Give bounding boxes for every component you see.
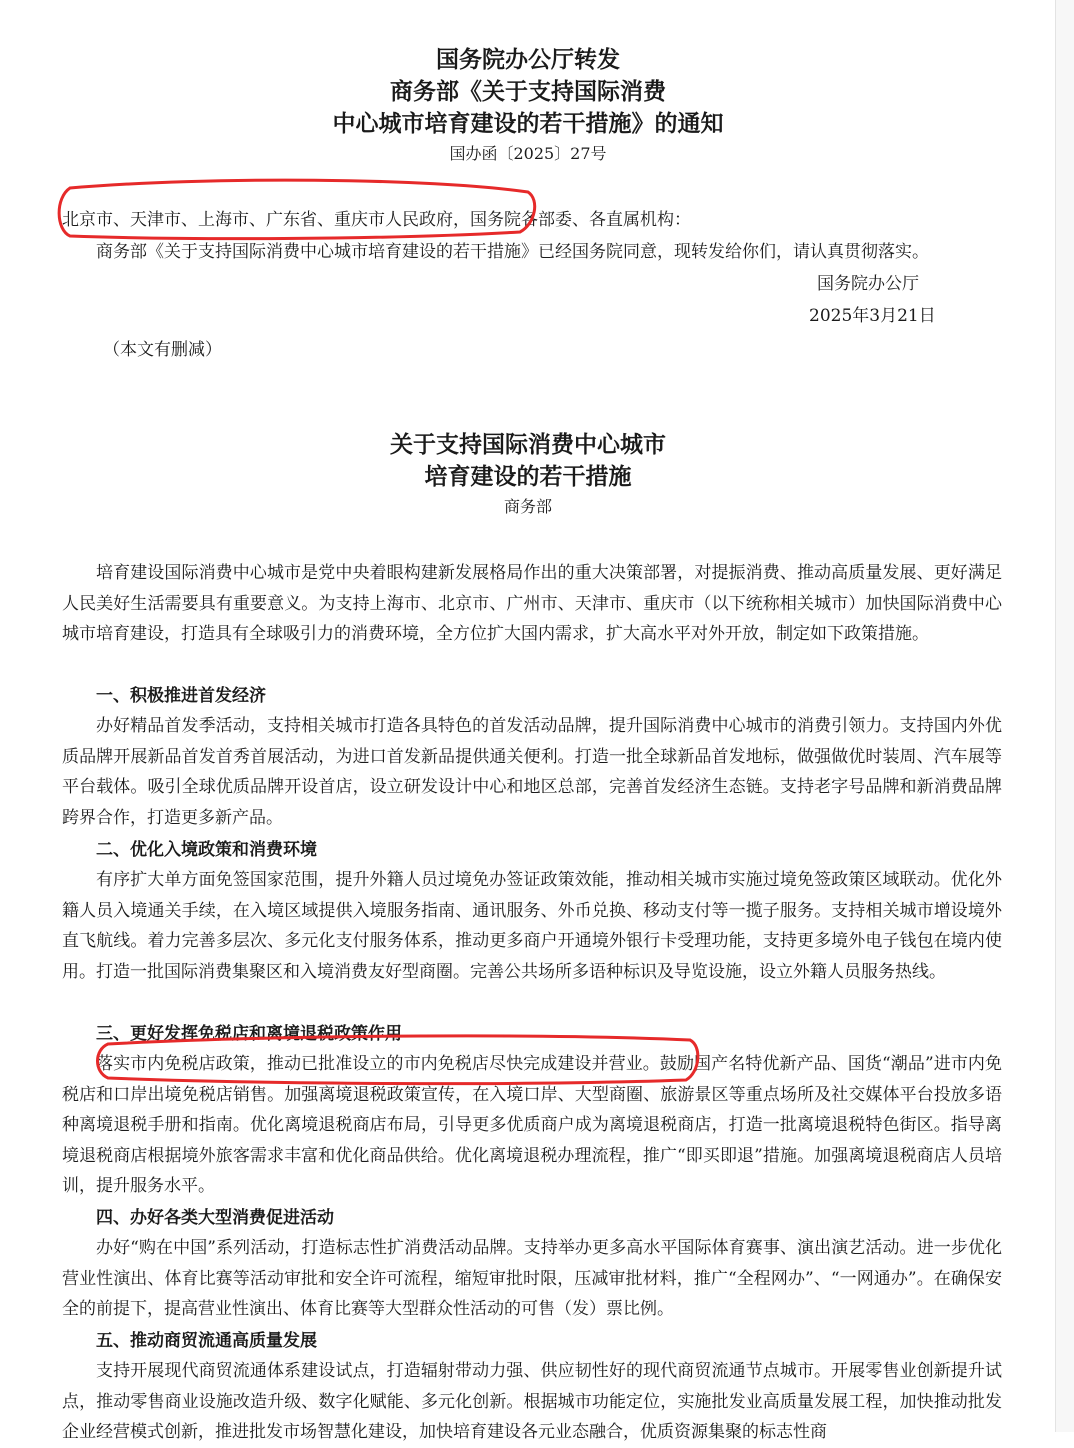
notice-title-line-1: 国务院办公厅转发: [436, 46, 620, 73]
measures-title-line-1: 关于支持国际消费中心城市: [390, 431, 666, 458]
addressee: 北京市、天津市、上海市、广东省、重庆市人民政府，国务院各部委、各直属机构：: [62, 210, 691, 230]
measures-author: 商务部: [503, 497, 552, 516]
notice-title-line-2: 商务部《关于支持国际消费: [390, 78, 666, 105]
issue-date: 2025年3月21日: [809, 306, 936, 326]
section-1-text: 办好精品首发季活动，支持相关城市打造各具特色的首发活动品牌，提升国际消费中心城市的消费引领力。支持国内外优质品牌开展新品首发首秀首展活动，为进口首发新品提供通关便利。打造一批全球新品首发地标，做强做优时装周、汽车展等平台载体。吸引全球优质品牌开设首店，设立研发设计中心和地区总部，完善首发经济生态链。支持老字号品牌和新消费品牌跨界合作，打造更多新产品。: [62, 716, 1002, 828]
section-1-heading: 一、积极推进首发经济: [96, 686, 266, 706]
signer: 国务院办公厅: [817, 274, 919, 294]
doc-number: 国办函〔2025〕27号: [449, 144, 607, 163]
section-3-text: 落实市内免税店政策，推动已批准设立的市内免税店尽快完成建设并营业。鼓励国产名特优新产品、国货“潮品”进市内免税店和口岸出境免税店销售。加强离境退税政策宣传，在入境口岸、大型商圈、旅游景区等重点场所及社交媒体平台投放多语种离境退税手册和指南。优化离境退税商店布局，引导更多优质商户成为离境退税商店，打造一批离境退税特色街区。指导离境退税商店根据境外旅客需求丰富和优化商品供给。优化离境退税办理流程，推广“即买即退”措施。加强离境退税商店人员培训，提升服务水平。: [62, 1054, 1002, 1197]
section-2-text: 有序扩大单方面免签国家范围，提升外籍人员过境免办签证政策效能，推动相关城市实施过境免签政策区域联动。优化外籍人员入境通关手续，在入境区域提供入境服务指南、通讯服务、外币兑换、移动支付等一揽子服务。支持相关城市增设境外直飞航线。着力完善多层次、多元化支付服务体系，推动更多商户开通境外银行卡受理功能，支持更多境外电子钱包在境内使用。打造一批国际消费集聚区和入境消费友好型商圈。完善公共场所多语种标识及导览设施，设立外籍人员服务热线。: [62, 870, 1002, 982]
section-2-heading: 二、优化入境政策和消费环境: [96, 840, 317, 860]
section-5-heading: 五、推动商贸流通高质量发展: [96, 1331, 317, 1351]
section-4-text: 办好“购在中国”系列活动，打造标志性扩消费活动品牌。支持举办更多高水平国际体育赛事、演出演艺活动。进一步优化营业性演出、体育比赛等活动审批和安全许可流程，缩短审批时限，压减审批材料，推广“全程网办”、“一网通办”。在确保安全的前提下，提高营业性演出、体育比赛等大型群众性活动的可售（发）票比例。: [62, 1238, 1002, 1320]
section-4-heading: 四、办好各类大型消费促进活动: [96, 1208, 334, 1228]
section-3-heading: 三、更好发挥免税店和离境退税政策作用: [96, 1024, 402, 1044]
scrollbar-track[interactable]: [1055, 0, 1074, 1432]
notice-body: 商务部《关于支持国际消费中心城市培育建设的若干措施》已经国务院同意，现转发给你们，请认真贯彻落实。: [96, 242, 929, 262]
abridged-note: （本文有删减）: [103, 340, 222, 360]
measures-title-line-2: 培育建设的若干措施: [424, 463, 632, 490]
intro-paragraph: 培育建设国际消费中心城市是党中央着眼构建新发展格局作出的重大决策部署，对提振消费、推动高质量发展、更好满足人民美好生活需要具有重要意义。为支持上海市、北京市、广州市、天津市、重庆市（以下统称相关城市）加快国际消费中心城市培育建设，打造具有全球吸引力的消费环境，全方位扩大国内需求，扩大高水平对外开放，制定如下政策措施。: [62, 563, 1002, 645]
notice-title-line-3: 中心城市培育建设的若干措施》的通知: [332, 110, 724, 137]
section-5-text: 支持开展现代商贸流通体系建设试点，打造辐射带动力强、供应韧性好的现代商贸流通节点城市。开展零售业创新提升试点，推动零售商业设施改造升级、数字化赋能、多元化创新。根据城市功能定位，实施批发业高质量发展工程，加快推动批发企业经营模式创新，推进批发市场智慧化建设，加快培育建设各元业态融合，优质资源集聚的标志性商: [62, 1361, 1002, 1443]
